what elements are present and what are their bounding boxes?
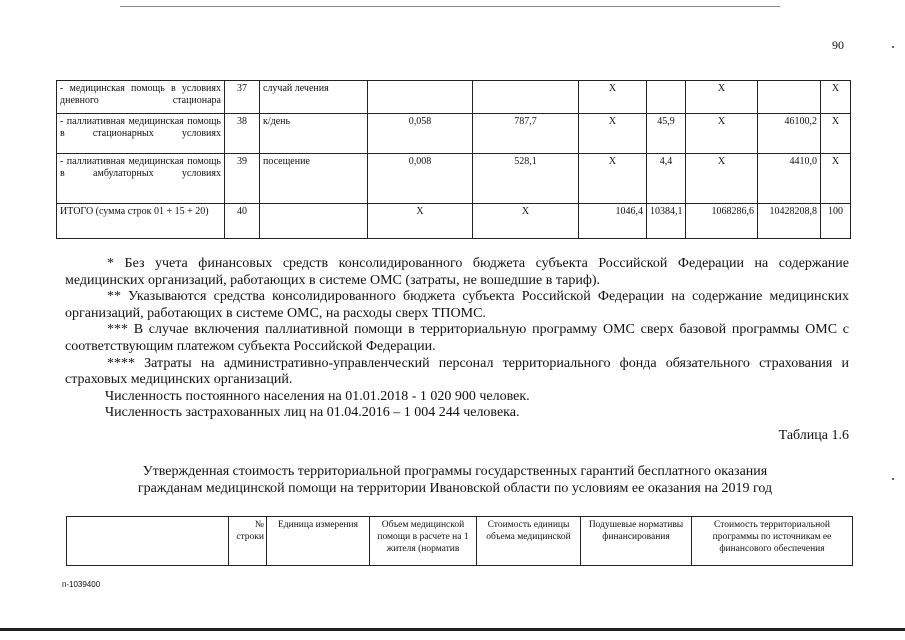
- footnote-4: **** Затраты на административно-управленческий персонал территориального фонда обязательного страхования и страховых медицинских организаций.: [65, 355, 849, 388]
- cell-volume: Х: [368, 204, 473, 239]
- header-cell: Объем медицинской помощи в расчете на 1 жителя (норматив: [370, 517, 477, 566]
- row-number: 39: [225, 154, 260, 204]
- row-unit: посещение: [260, 154, 368, 204]
- page-number: 90: [832, 38, 844, 52]
- cell-percapita-budget: 1046,4: [579, 204, 647, 239]
- header-cell: Подушевые нормативы финансирования: [581, 517, 692, 566]
- cell-percapita-oms: 4,4: [647, 154, 686, 204]
- cell-cost-budget: Х: [686, 114, 758, 154]
- table-label: Таблица 1.6: [778, 428, 849, 443]
- cell-percent: Х: [821, 154, 851, 204]
- cell-unit-cost: 528,1: [473, 154, 579, 204]
- footnote-3: *** В случае включения паллиативной помощи в территориальную программу ОМС сверх базовой программы ОМС с соответствующим платежом субъекта Российской Федерации.: [65, 322, 849, 354]
- row-number: 37: [225, 81, 260, 114]
- cell-volume: [368, 81, 473, 114]
- header-cell: [67, 517, 229, 566]
- cell-unit-cost: Х: [473, 204, 579, 239]
- table-row: [57, 154, 851, 204]
- row-name: - медицинская помощь в условиях дневного стационара: [57, 81, 225, 114]
- cell-percent: Х: [821, 114, 851, 154]
- header-cell: Стоимость единицы объема медицинской: [477, 517, 581, 566]
- footnote-1: * Без учета финансовых средств консолидированного бюджета субъекта Российской Федерации на содержание медицинских организаций, работающих в системе ОМС (затраты, не вошедшие в тариф).: [65, 256, 849, 288]
- cell-cost-oms: [758, 81, 821, 114]
- cell-cost-budget: Х: [686, 154, 758, 204]
- document-code: п-1039400: [62, 580, 101, 589]
- cell-volume: 0,008: [368, 154, 473, 204]
- cell-unit-cost: 787,7: [473, 114, 579, 154]
- footnote-2: ** Указываются средства консолидированного бюджета субъекта Российской Федерации на содержание медицинских организаций, работающих в системе ОМС, на расходы сверх ТПОМС.: [65, 289, 849, 321]
- cell-unit-cost: [473, 81, 579, 114]
- footnotes: [65, 256, 849, 422]
- cell-volume: 0,058: [368, 114, 473, 154]
- bottom-scan-border: [0, 628, 905, 631]
- row-unit: к/день: [260, 114, 368, 154]
- population-line: Численность постоянного населения на 01.01.2018 - 1 020 900 человек.: [105, 388, 530, 404]
- table-row: [57, 81, 851, 114]
- table-row-total: [57, 204, 851, 239]
- cell-percapita-budget: Х: [579, 114, 647, 154]
- table-row: [57, 114, 851, 154]
- row-unit: случай лечения: [260, 81, 368, 114]
- cell-cost-budget: 1068286,6: [686, 204, 758, 239]
- table-1-6-header: [66, 516, 853, 566]
- scan-speck: [892, 46, 894, 48]
- row-name: - паллиативная медицинская помощь в стационарных условиях: [57, 114, 225, 154]
- cell-percent: Х: [821, 81, 851, 114]
- caption-line: гражданам медицинской помощи на территории Ивановской области по условиям ее оказания на 2019 год: [137, 481, 773, 496]
- cell-percapita-oms: 45,9: [647, 114, 686, 154]
- cell-cost-oms: 4410,0: [758, 154, 821, 204]
- cell-cost-oms: 46100,2: [758, 114, 821, 154]
- header-cell: № строки: [229, 517, 267, 566]
- cell-cost-budget: Х: [686, 81, 758, 114]
- row-name: ИТОГО (сумма строк 01 + 15 + 20): [57, 204, 225, 239]
- cost-table-continuation: [56, 80, 851, 239]
- cell-percent: 100: [821, 204, 851, 239]
- row-name: - паллиативная медицинская помощь в амбулаторных условиях: [57, 154, 225, 204]
- header-cell: Единица измерения: [267, 517, 370, 566]
- top-rule: [120, 6, 780, 7]
- cell-percapita-oms: [647, 81, 686, 114]
- table-caption: [60, 463, 850, 497]
- cell-percapita-budget: Х: [579, 81, 647, 114]
- cell-cost-oms: 10428208,8: [758, 204, 821, 239]
- row-unit: [260, 204, 368, 239]
- row-number: 38: [225, 114, 260, 154]
- cell-percapita-oms: 10384,1: [647, 204, 686, 239]
- row-number: 40: [225, 204, 260, 239]
- insured-line: Численность застрахованных лиц на 01.04.2016 – 1 004 244 человека.: [105, 405, 520, 421]
- caption-line: Утвержденная стоимость территориальной программы государственных гарантий бесплатного оказания: [142, 464, 768, 479]
- scan-speck: [892, 478, 894, 480]
- header-row: [67, 517, 853, 566]
- header-cell: Стоимость территориальной программы по источникам ее финансового обеспечения: [692, 517, 853, 566]
- cell-percapita-budget: Х: [579, 154, 647, 204]
